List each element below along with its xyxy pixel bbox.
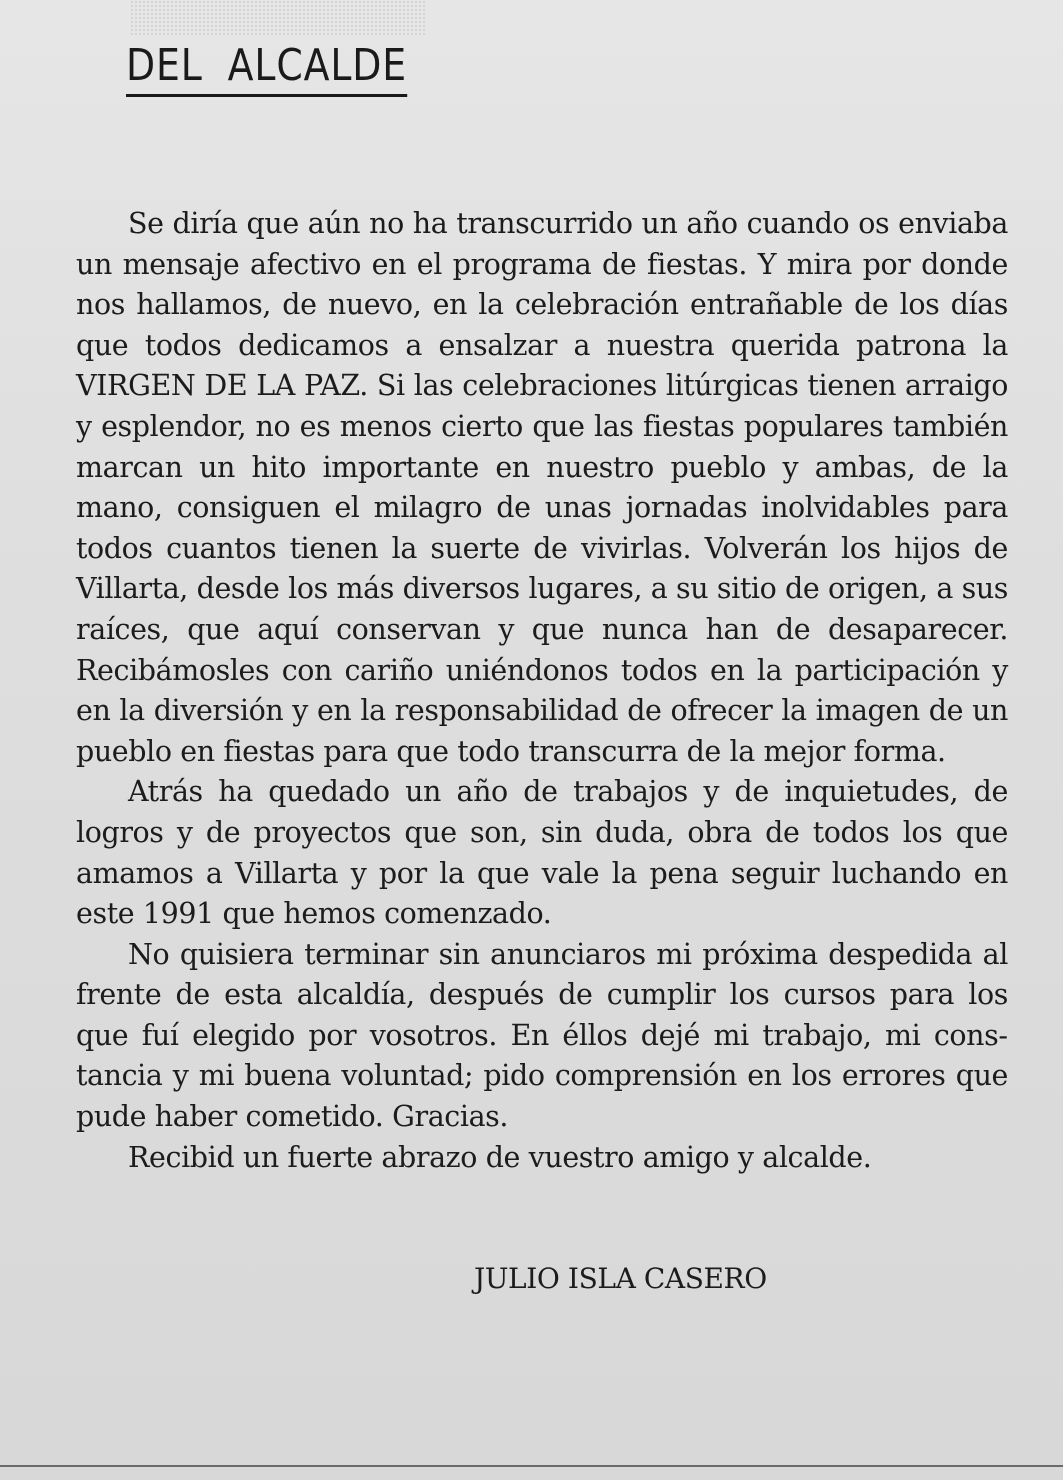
letter-body (76, 204, 1008, 1178)
signature: JULIO ISLA CASERO (474, 1262, 767, 1295)
scan-texture (130, 0, 425, 36)
paragraph-4: Recibid un fuerte abrazo de vuestro amigo y alcalde. (128, 1140, 872, 1174)
page-title: DEL ALCALDE (126, 40, 407, 97)
paragraph-2: Atrás ha quedado un año de trabajos y de inquietudes, de logros y de proyectos que son, sin duda, obra de todos los que amamos a Villarta y por la que vale la pena seguir luchando en este 1991 que hemos comenzado. (76, 775, 1008, 931)
page-bottom-rule (0, 1465, 1063, 1467)
paragraph-3: No quisiera terminar sin anunciaros mi próxima despedida al frente de esta alcaldía, después de cumplir los cursos para los que fuí elegido por vosotros. En éllos dejé mi trabajo, mi constancia y mi buena voluntad; pido comprensión en los errores que pude haber cometido. Gracias. (76, 937, 1008, 1134)
paragraph-1: Se diría que aún no ha transcurrido un año cuando os enviaba un mensaje afectivo en el programa de fiestas. Y mira por donde nos hallamos, de nuevo, en la celebración entrañable de los días que todos dedicamos a ensalzar a nuestra querida patrona la VIRGEN DE LA PAZ. Si las celebraciones litúrgicas tienen arraigo y esplendor, no es menos cierto que las fiestas populares también marcan un hito importante en nuestro pueblo y ambas, de la mano, consiguen el milagro de unas jornadas inolvidables para todos cuantos tienen la suerte de vivirlas. Volverán los hijos de Villarta, desde los más diversos lugares, a su sitio de origen, a sus raíces, que aquí conservan y que nunca han de desaparecer. Recibámosles con cariño uniéndonos todos en la participación y en la diversión y en la responsabilidad de ofrecer la imagen de un pueblo en fiestas para que todo transcurra de la mejor forma. (76, 207, 1008, 768)
